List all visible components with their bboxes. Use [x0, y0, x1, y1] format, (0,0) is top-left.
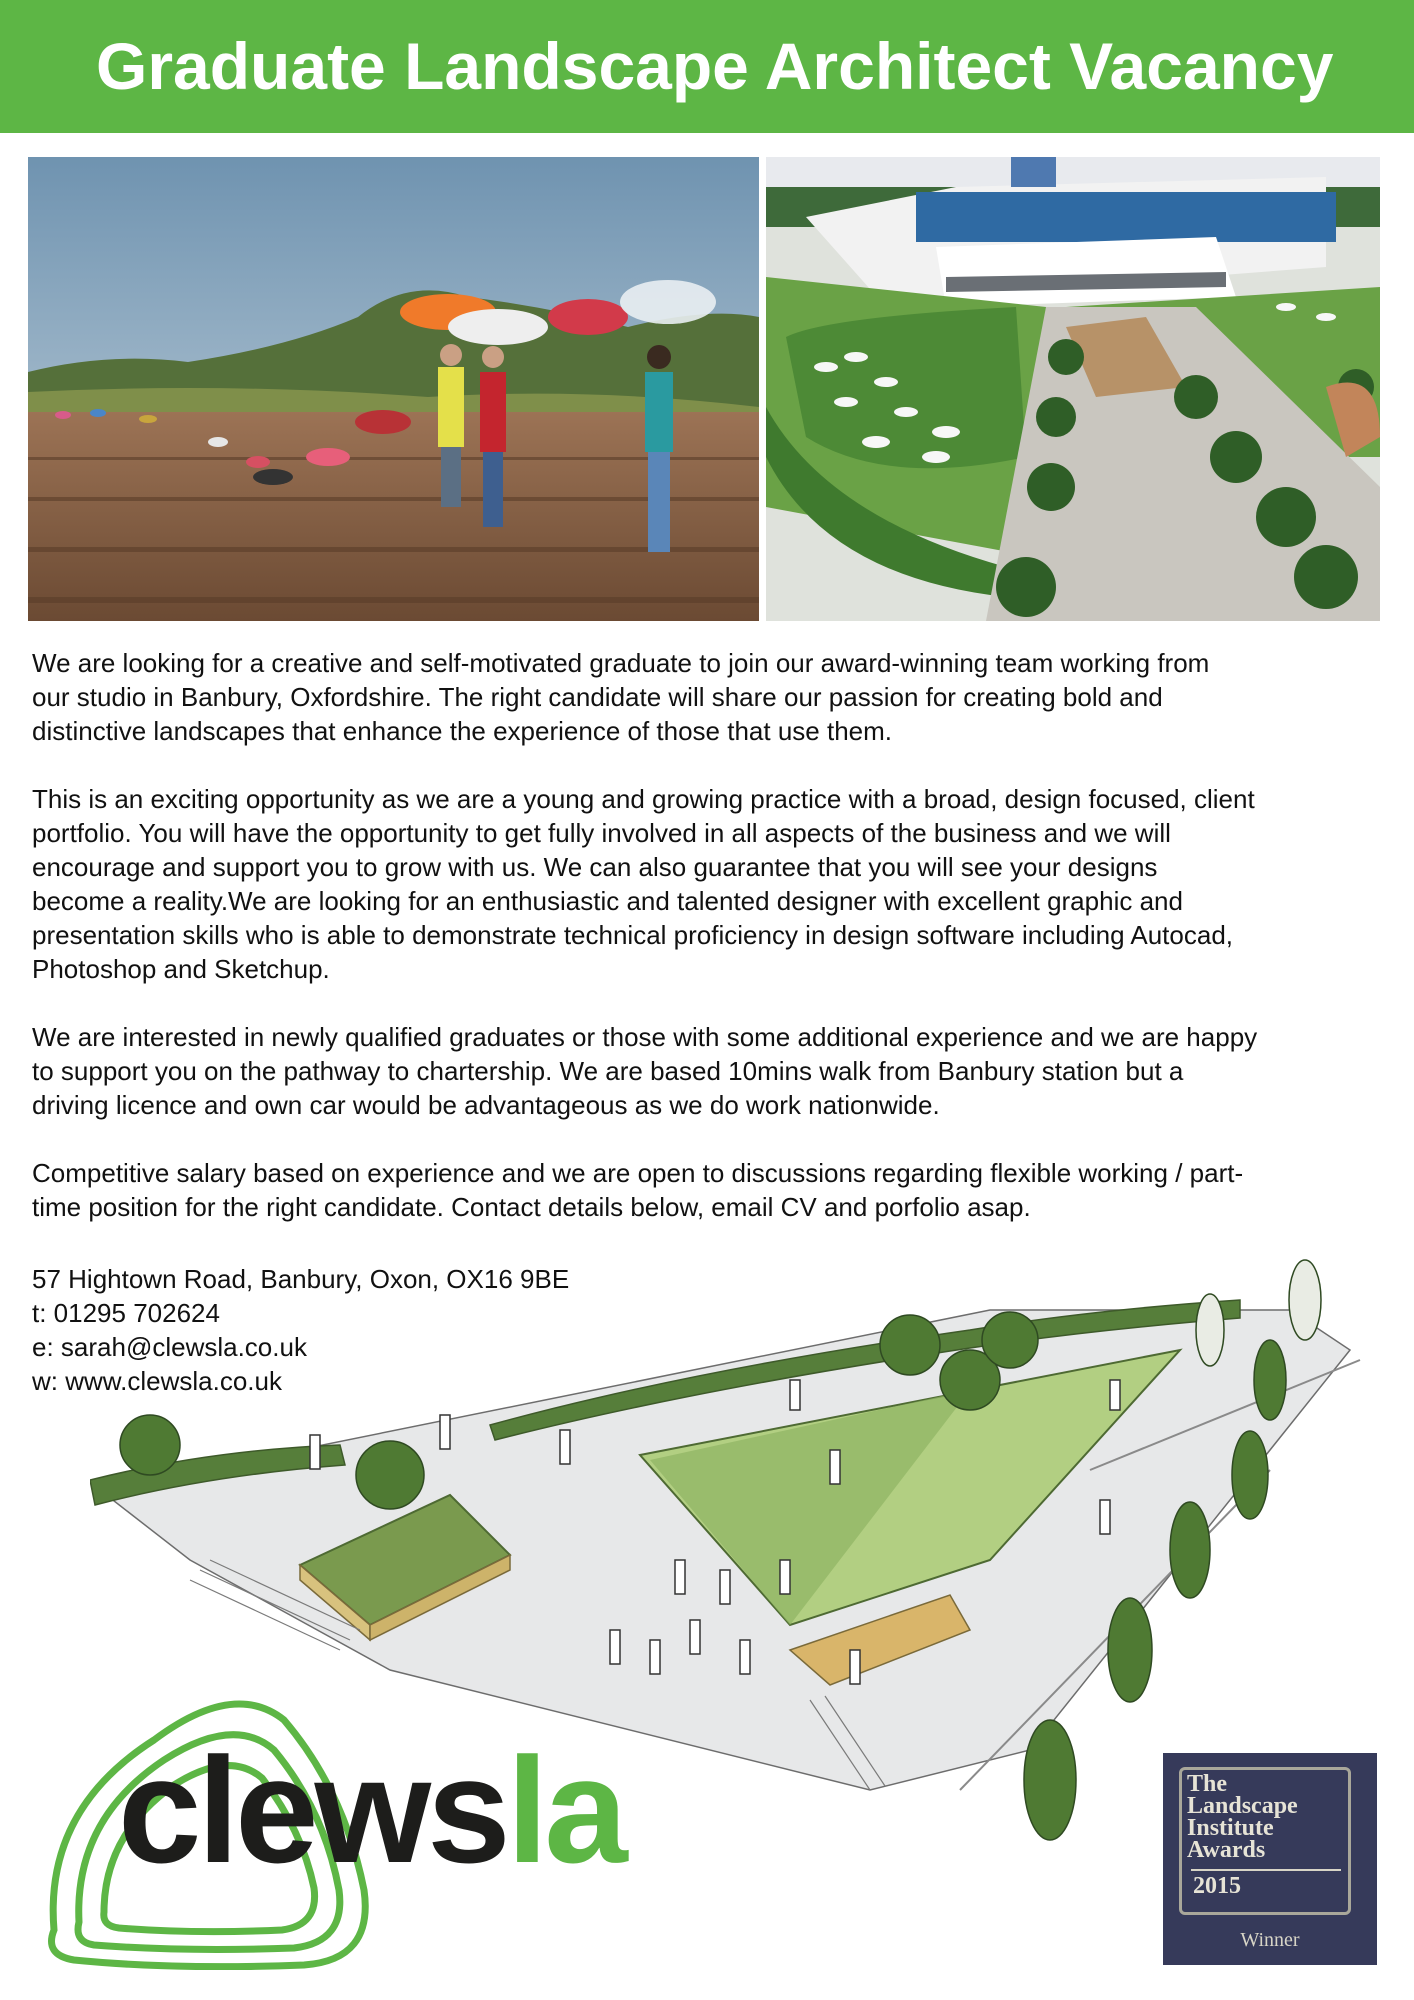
logo-text-la: la: [506, 1726, 624, 1894]
header-banner: [0, 0, 1414, 133]
landscape-institute-award-badge: [1163, 1753, 1377, 1965]
contact-email[interactable]: e: sarah@clewsla.co.uk: [32, 1332, 307, 1362]
contact-website[interactable]: w: www.clewsla.co.uk: [32, 1366, 282, 1396]
logo-text-clews: clews: [118, 1726, 507, 1894]
umbrella-field-photo: [28, 157, 759, 621]
paragraph-opportunity: This is an exciting opportunity as we are a young and growing practice with a broad, design focused, client portfolio. You will have the opportunity to get fully involved in all aspects of the business and we will encourage and support you to grow with us. We can also guarantee that you will see your designs become a reality.We are looking for an enthusiastic and talented designer with excellent graphic and presentation skills who is able to demonstrate technical proficiency in design software including Autocad, Photoshop and Sketchup.: [32, 784, 1255, 984]
building-garden-render: [766, 157, 1380, 621]
award-winner-label: Winner: [1240, 1929, 1300, 1951]
award-year: 2015: [1193, 1873, 1241, 1899]
page-title: Graduate Landscape Architect Vacancy: [96, 29, 1334, 103]
contact-address: 57 Hightown Road, Banbury, Oxon, OX16 9BE: [32, 1264, 570, 1294]
contact-details: [32, 1262, 732, 1398]
paragraph-salary: Competitive salary based on experience and we are open to discussions regarding flexible working / part- time position for the right candidate. Contact details below, email CV and porfolio asap.: [32, 1158, 1244, 1222]
job-description: [32, 646, 1384, 1258]
paragraph-intro: We are looking for a creative and self-motivated graduate to join our award-winning team working from our studio in Banbury, Oxfordshire. The right candidate will share our passion for creating bold and distinctive landscapes that enhance the experience of those that use them.: [32, 648, 1210, 746]
clewsla-logo-text: [118, 1726, 624, 1894]
award-divider: [1191, 1869, 1341, 1871]
paragraph-requirements: We are interested in newly qualified graduates or those with some additional experience and we are happy to support you on the pathway to chartership. We are based 10mins walk from Banbury station but a driving licence and own car would be advantageous as we do work nationwide.: [32, 1022, 1258, 1120]
contact-phone: t: 01295 702624: [32, 1298, 220, 1328]
award-title: The Landscape Institute Awards: [1187, 1771, 1298, 1863]
